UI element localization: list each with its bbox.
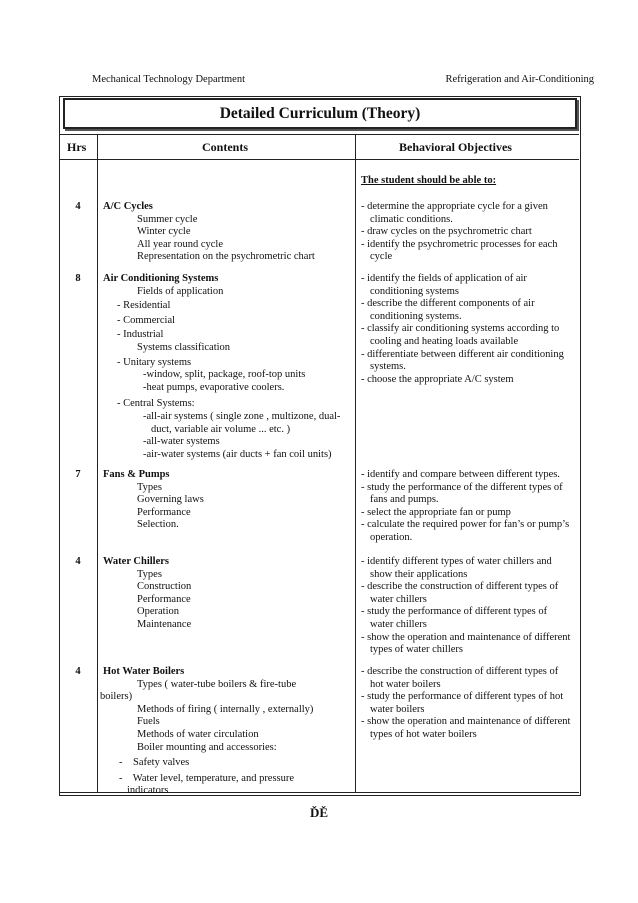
content-item: indicators [127, 785, 169, 797]
objective-item: - draw cycles on the psychrometric chart [361, 226, 532, 238]
topic-title: Fans & Pumps [103, 469, 170, 480]
department-name: Mechanical Technology Department [92, 74, 246, 85]
content-item: - Commercial [117, 314, 176, 326]
objectives-column-header: Behavioral Objectives [399, 140, 512, 154]
content-item: - Unitary systems [117, 356, 192, 368]
objective-item: - show the operation and maintenance of different types of water chillers [361, 631, 571, 656]
section-objectives [361, 666, 573, 742]
content-item: Fields of application [137, 285, 224, 297]
objective-item: - identify the fields of application of air conditioning systems [361, 273, 527, 297]
content-item: Types [137, 568, 162, 580]
content-item: -air-water systems (air ducts + fan coil units) [143, 448, 332, 460]
content-item: Systems classification [137, 341, 231, 353]
topic-title: Air Conditioning Systems [103, 273, 219, 284]
column-divider [355, 134, 356, 792]
content-item: - Water level, temperature, and pressure [119, 772, 295, 784]
content-item: Construction [137, 581, 192, 593]
section-contents [103, 273, 353, 461]
section-objectives [361, 556, 573, 657]
program-name: Refrigeration and Air-Conditioning [445, 74, 594, 85]
objective-item: - study the performance of the different types of fans and pumps. [361, 481, 563, 506]
objective-item: - determine the appropriate cycle for a given climatic conditions. [361, 201, 548, 225]
content-item: Types [137, 481, 162, 493]
content-item: Types ( water-tube boilers & fire-tube [137, 678, 297, 690]
section-contents [103, 469, 353, 532]
content-item: -all-air systems ( single zone , multizone, dual- [143, 410, 341, 422]
section-contents [100, 666, 353, 798]
section-objectives [361, 273, 573, 386]
content-item: Selection. [137, 519, 179, 531]
content-item: Winter cycle [137, 226, 191, 238]
section-contents [103, 556, 353, 632]
topic-title: Water Chillers [103, 556, 170, 567]
content-item: -window, split, package, roof-top units [143, 369, 306, 381]
running-header [92, 74, 594, 85]
objective-item: - study the performance of different types of water chillers [361, 606, 548, 630]
objective-item: - identify different types of water chillers and show their applications [361, 556, 552, 580]
objective-item: - identify the psychrometric processes for each cycle [361, 238, 558, 263]
objectives-intro: The student should be able to: [361, 175, 497, 186]
content-item: Performance [137, 506, 191, 518]
page-number: ĎĚ [309, 805, 329, 820]
content-item: All year round cycle [137, 238, 224, 250]
section-hours: 7 [75, 469, 81, 480]
content-item: -heat pumps, evaporative coolers. [143, 381, 285, 393]
contents-column-header: Contents [202, 140, 249, 154]
content-item: -all-water systems [143, 436, 220, 448]
hrs-column-header: Hrs [67, 140, 87, 154]
content-item: - Residential [117, 300, 171, 312]
topic-title: Hot Water Boilers [103, 666, 185, 677]
objective-item: - classify air conditioning systems according to cooling and heating loads available [361, 323, 560, 347]
section-objectives [361, 469, 573, 545]
content-item: Fuels [137, 716, 160, 728]
objective-item: - describe the construction of different types of hot water boilers [361, 666, 559, 690]
objective-item: - study the performance of different types of hot water boilers [361, 691, 564, 715]
section-hours: 4 [75, 666, 81, 677]
objective-item: - describe the construction of different types of water chillers [361, 581, 559, 605]
content-item: Representation on the psychrometric chart [137, 251, 315, 263]
content-item: boilers) [100, 691, 133, 703]
content-item: - Safety valves [119, 757, 190, 769]
objective-item: - differentiate between different air conditioning systems. [361, 348, 564, 373]
content-item: Governing laws [137, 494, 204, 506]
objective-item: - identify and compare between different types. [361, 469, 560, 480]
content-item: Performance [137, 593, 191, 605]
content-item: Boiler mounting and accessories: [137, 741, 277, 753]
content-item: Methods of water circulation [137, 728, 259, 740]
table-header-row [59, 134, 579, 160]
section-hours: 4 [75, 556, 81, 567]
column-divider [97, 134, 98, 792]
page-title: Detailed Curriculum (Theory) [63, 98, 577, 129]
content-item: - Central Systems: [117, 398, 195, 410]
objective-item: - describe the different components of air conditioning systems. [361, 298, 535, 322]
objective-item: - show the operation and maintenance of different types of hot water boilers [361, 716, 571, 740]
content-item: Operation [137, 606, 179, 618]
objective-item: - choose the appropriate A/C system [361, 373, 514, 385]
section-contents [103, 201, 353, 264]
section-hours: 4 [75, 201, 81, 212]
objective-item: - calculate the required power for fan’s or pump’s operation. [361, 519, 570, 543]
content-item: - Industrial [117, 329, 164, 341]
topic-title: A/C Cycles [103, 201, 153, 212]
content-item: duct, variable air volume ... etc. ) [151, 423, 291, 435]
section-objectives [361, 201, 573, 264]
content-item: Methods of firing ( internally , externally) [137, 703, 314, 715]
content-item: Maintenance [137, 618, 192, 630]
content-item: Summer cycle [137, 213, 198, 225]
section-hours: 8 [75, 273, 81, 284]
objective-item: - select the appropriate fan or pump [361, 506, 511, 518]
